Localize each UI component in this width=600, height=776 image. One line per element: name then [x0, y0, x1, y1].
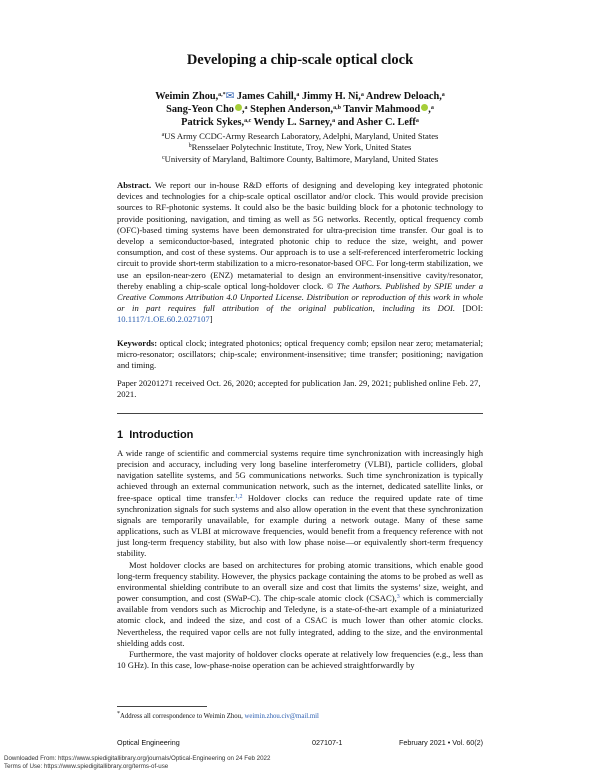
paper-title: Developing a chip-scale optical clock — [186, 52, 414, 68]
keywords — [117, 338, 483, 372]
author-name[interactable]: Andrew Deloach, — [365, 91, 442, 102]
doi-link[interactable]: 10.1117/1.OE.60.2.027107 — [117, 314, 210, 325]
affiliation: $^c$University of Maryland, Baltimore County, Baltimore, Maryland, United States — [161, 153, 439, 164]
license-text: The Authors. Published by SPIE under a Creative Commons Attribution 4.0 Unported License. Distribution or reproduction of this work in whole or in part requires full attribution of the original publication, including its DOI. — [117, 280, 483, 314]
paper-history: Paper 20201271 received Oct. 26, 2020; accepted for publication Jan. 29, 2021; published online Feb. 27, 2021. — [117, 378, 481, 400]
affiliation: $^b$Rensselaer Polytechnic Institute, Troy, New York, United States — [188, 142, 412, 153]
author-name[interactable]: Patrick Sykes, — [181, 117, 245, 128]
page-number: 027107-1 — [312, 738, 343, 747]
download-notice — [4, 755, 270, 770]
section-divider — [117, 413, 483, 414]
author-affil-sup: a — [430, 105, 434, 111]
citation-link[interactable]: 3 — [396, 594, 400, 601]
terms-of-use[interactable]: Terms of Use: https://www.spiedigitallibrary.org/terms-of-use — [4, 762, 169, 770]
author-affil-sup: a — [244, 105, 248, 111]
abstract-text: We report our in-house R&D efforts of designing and developing key integrated photonic devices and technologies for a chip-scale optical oscillator and/or clock. This would provide precision sources to RF-photonic systems. It could also be the basic building block for a photonic technology to provide positioning, navigation, and timing as well as 5G networks. Recently, optical frequency comb (OFC)-based timing systems have been demonstrated for ultra-precision time transfer. Our goal is to develop a semiconductor-based, integrated photonic chip to reduce the size, weight, and power consumption, and cost of these systems. Our approach is to use a self-referenced interferometric locking circuit to provide short-term stabilization to a micro-resonator-based OFC. For long-term stabilization, we use an epsilon-near-zero (ENZ) metamaterial to design an environment-insensitive cavity/resonator, thereby enabling a chip-scale optical long-holdover clock. © — [117, 180, 483, 291]
affiliation: $^a$US Army CCDC-Army Research Laboratory, Adelphi, Maryland, United States — [161, 131, 439, 141]
author-affil-sup: a,b — [333, 105, 341, 111]
author-affil-sup: a — [441, 92, 445, 98]
paragraph: Most holdover clocks are based on architectures for probing atomic transitions, which enable good long-term frequency stability. However, the physics package containing the atoms to be probed as well as environmental shielding contribute to an overall size and cost that limits the systems’ size, weight, and power consumption, and cost (SWaP-C). The chip-scale atomic clock (CSAC),$^3$ which is commercially available from vendors such as Microchip and Teledyne, is a state-of-the-art example of a miniaturized atomic clock, and indeed the size, and cost of a CSAC is much lower than other atomic clocks. Nevertheless, the required vapor cells are not fully integrated, adding to the size, and the environmental shielding adds cost. — [117, 559, 483, 648]
author-name[interactable]: and Asher C. Leff — [337, 117, 416, 128]
keywords-text: optical clock; integrated photonics; optical frequency comb; epsilon near zero; metamaterial; micro-resonator; oscillators; chip-scale; environment-insensitive; time transfer; positioning; navigation and timing. — [117, 338, 483, 371]
email-link[interactable]: weimin.zhou.civ@mail.mil — [244, 713, 319, 720]
download-source: Downloaded From: https://www.spiedigitallibrary.org/journals/Optical-Engineering on 24 Feb 2022 — [4, 755, 271, 762]
author-affil-sup: a,* — [218, 92, 226, 98]
email-icon[interactable]: ✉ — [225, 91, 235, 102]
affiliations — [95, 131, 505, 165]
footnote: *Address all correspondence to Weimin Zhou, weimin.zhou.civ@mail.mil — [117, 711, 319, 720]
citation-link[interactable]: 1,2 — [235, 493, 243, 500]
issue-info: February 2021 • Vol. 60(2) — [398, 738, 483, 747]
body-text — [117, 448, 483, 671]
author-affil-sup: a — [360, 92, 364, 98]
author-affil-sup: a — [296, 92, 300, 98]
author-name[interactable]: Sang-Yeon Cho — [166, 104, 234, 115]
author-affil-sup: a — [332, 118, 336, 124]
author-name[interactable]: Jimmy H. Ni, — [301, 91, 361, 102]
author-list: Weimin Zhou,$^{a,*}$✉ James Cahill,$^a$ Jimmy H. Ni,$^a$ Andrew Deloach,$^a$ Sang-Yeon Cho ,$^a$ Stephen Anderson,$^{a,b}$ Tanvir Mahmood ,$^a$ Patrick Sykes,$^{a,c}$ Wendy L. Sarney,$^a$ and Asher C. Leff$^a$ — [155, 91, 445, 128]
author-affil-sup: a,c — [244, 118, 252, 124]
paragraph: Furthermore, the vast majority of holdover clocks operate at relatively low frequencies (e.g., less than 10 GHz). In this case, low-phase-noise operation can be achieved straightforwardly by — [117, 648, 483, 670]
keywords-label: Keywords: — [117, 338, 158, 348]
author-name[interactable]: Wendy L. Sarney, — [253, 117, 333, 128]
paragraph: A wide range of scientific and commercial systems require time synchronization with increasingly high precision and accuracy, including very long baseline interferometry (VLBI), particle colliders, global navigation satellite systems, and 5G communications networks. Such time synchronization is typically achieved through an external communication network, such as the internet, dedicated satellite links, or free-space optical time transfer.$^{1,2}$ Holdover clocks can reduce the required update rate of time synchronization signals for such systems and also allow operation in the event that these synchronization signals are temporarily unavailable, for example during a network outage. Many of these same applications, such as VLBI at microwave frequencies, would benefit from a frequency reference with not just long-term frequency stability, but also with low phase noise—or equivalently short-term frequency stability. — [117, 448, 483, 559]
author-name[interactable]: Tanvir Mahmood — [343, 104, 421, 115]
journal-name: Optical Engineering — [117, 738, 180, 747]
orcid-icon[interactable] — [235, 104, 242, 111]
author-name[interactable]: Weimin Zhou, — [155, 91, 219, 102]
author-name[interactable]: James Cahill, — [236, 91, 297, 102]
author-affil-sup: a — [415, 118, 419, 124]
orcid-icon[interactable] — [421, 104, 428, 111]
footnote-divider — [117, 706, 207, 707]
section-heading: 1 Introduction — [117, 429, 194, 441]
abstract: Abstract. We report our in-house R&D efforts of designing and developing key integrated photonic devices and technologies for a chip-scale optical oscillator and/or clock. This would provide precision sources to RF-photonic systems. It could also be the basic building block for a photonic technology to provide positioning, navigation, and timing as well as 5G networks. Recently, optical frequency comb (OFC)-based timing systems have been demonstrated for ultra-precision time transfer. Our goal is to develop a semiconductor-based, integrated photonic chip to reduce the size, weight, and power consumption, and cost of these systems. Our approach is to use a self-referenced interferometric locking circuit to provide short-term stabilization to a micro-resonator-based OFC. For long-term stabilization, we use an epsilon-near-zero (ENZ) metamaterial to design an environment-insensitive cavity/resonator, thereby enabling a chip-scale optical long-holdover clock. © The Authors. Published by SPIE under a Creative Commons Attribution 4.0 Unported License. Distribution or reproduction of this work in whole or in part requires full attribution of the original publication, including its DOI. [DOI: 10.1117/1.OE.60.2.027107] — [117, 180, 483, 325]
abstract-label: Abstract. — [117, 180, 152, 190]
author-name[interactable]: Stephen Anderson, — [250, 104, 334, 115]
